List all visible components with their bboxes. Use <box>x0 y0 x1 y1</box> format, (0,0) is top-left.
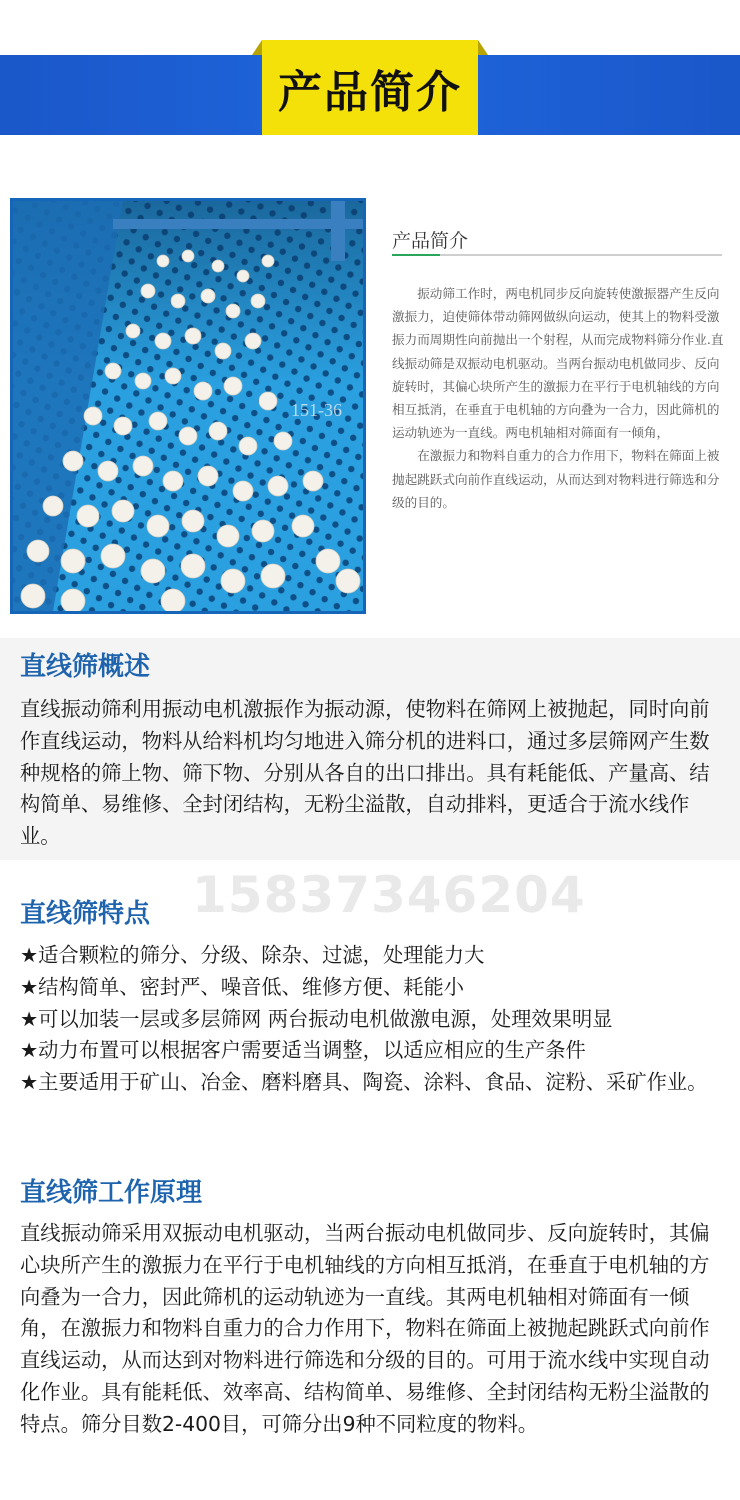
intro-heading: 产品简介 <box>392 230 469 252</box>
intro-paragraph: 在激振力和物料自重力的合力作用下，物料在筛面上被抛起跳跃式向前作直线运动，从而达到对物料进行筛选和分级的目的。 <box>392 448 720 510</box>
principle-text: 直线振动筛采用双振动电机驱动，当两台振动电机做同步、反向旋转时，其偏心块所产生的激振力在平行于电机轴线的方向相互抵消，在垂直于电机轴的方向叠为一合力，因此筛机的运动轨迹为一直线。其两电机轴相对筛面有一倾角，在激振力和物料自重力的合力作用下，物料在筛面上被抛起跳跃式向前作直线运动，从而达到对物料进行筛选和分级的目的。可用于流水线中实现自动化作业。具有能耗低、效率高、结构简单、易维修、全封闭结构无粉尘溢散的特点。筛分目数2-400目，可筛分出9种不同粒度的物料。 <box>20 1221 710 1436</box>
feature-item: ★适合颗粒的筛分、分级、除杂、过滤，处理能力大 <box>20 943 485 967</box>
banner-title-tab <box>262 40 478 135</box>
screen-mesh-illustration <box>13 201 363 611</box>
banner-title: 产品简介 <box>278 66 462 118</box>
features-list <box>20 940 722 1099</box>
phone-watermark: 15837346204 <box>192 866 586 924</box>
features-body <box>20 940 722 1099</box>
photo-watermark: 151-36 <box>291 400 342 420</box>
features-title: 直线筛特点 <box>20 899 151 929</box>
intro-body <box>392 282 726 514</box>
intro-divider <box>392 254 722 256</box>
overview-text: 直线振动筛利用振动电机激振作为振动源，使物料在筛网上被抛起，同时向前作直线运动，物料从给料机均匀地进入筛分机的进料口，通过多层筛网产生数种规格的筛上物、筛下物、分别从各自的出口排出。具有耗能低、产量高、结构简单、易维修、全封闭结构，无粉尘溢散，自动排料，更适合于流水线作业。 <box>20 697 710 849</box>
feature-item: ★结构简单、密封严、噪音低、维修方便、耗能小 <box>20 974 465 999</box>
feature-item: ★主要适用于矿山、冶金、磨料磨具、陶瓷、涂料、食品、淀粉、采矿作业。 <box>20 1070 708 1095</box>
feature-item: ★动力布置可以根据客户需要适当调整，以适应相应的生产条件 <box>20 1038 586 1063</box>
principle-title: 直线筛工作原理 <box>20 1178 203 1208</box>
product-photo <box>10 198 366 614</box>
principle-body <box>20 1218 722 1441</box>
overview-body <box>20 694 722 853</box>
overview-title: 直线筛概述 <box>20 652 151 682</box>
feature-item: ★可以加装一层或多层筛网 两台振动电机做激电源，处理效果明显 <box>20 1006 613 1031</box>
intro-paragraph: 振动筛工作时，两电机同步反向旋转使激振器产生反向激振力，迫使筛体带动筛网做纵向运动，使其上的物料受激振力而周期性向前抛出一个射程，从而完成物料筛分作业.直线振动筛是双振动电机驱动。当两台振动电机做同步、反向旋转时，其偏心块所产生的激振力在平行于电机轴线的方向相互抵消，在垂直于电机轴的方向叠为一合力，因此筛机的运动轨迹为一直线。两电机轴相对筛面有一倾角， <box>392 286 724 441</box>
